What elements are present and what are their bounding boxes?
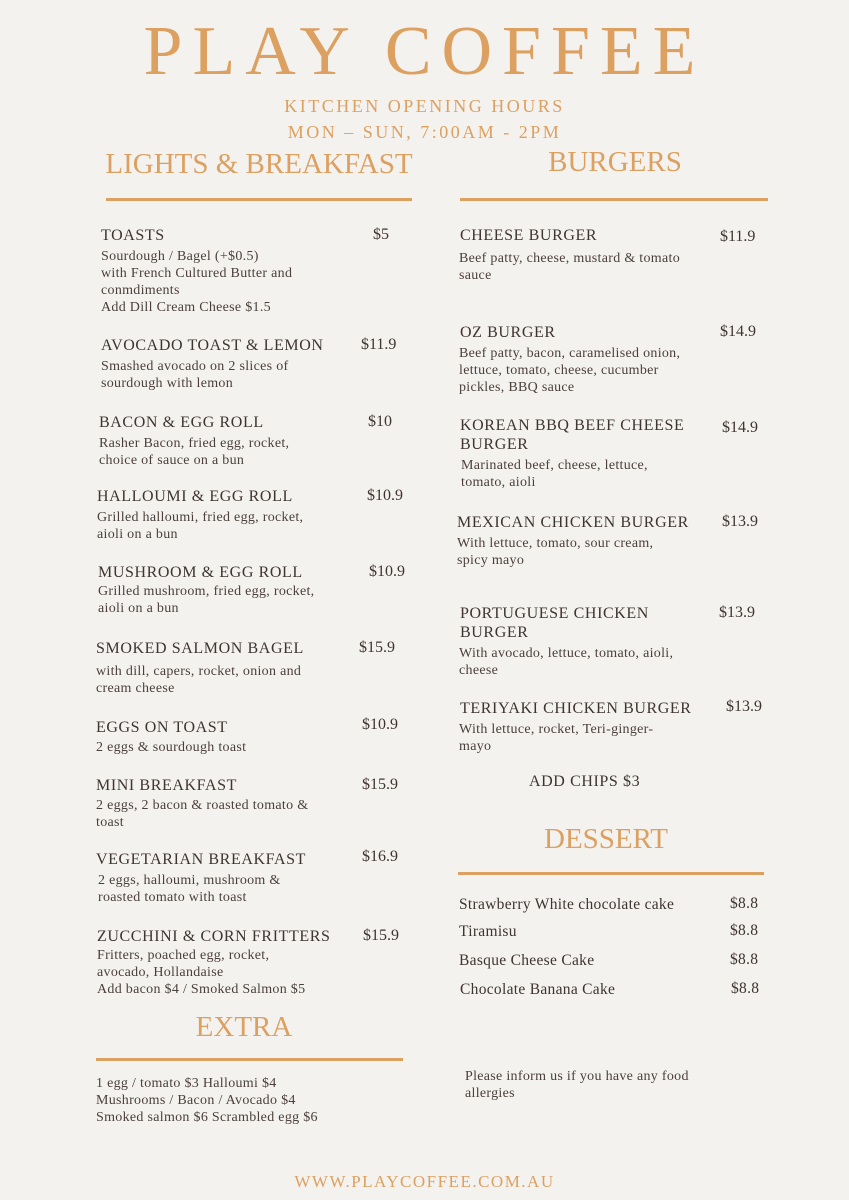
menu-item-name: TOASTS — [101, 227, 165, 244]
menu-item-name: BACON & EGG ROLL — [99, 414, 264, 431]
add-chips-note: ADD CHIPS $3 — [529, 773, 641, 790]
menu-item-price: $16.9 — [362, 848, 398, 865]
menu-item-description: Beef patty, cheese, mustard & tomato sauce — [459, 251, 680, 283]
menu-item-price: $13.9 — [719, 604, 755, 621]
breakfast-heading: LIGHTS & BREAKFAST — [105, 148, 413, 180]
menu-item-name: HALLOUMI & EGG ROLL — [97, 488, 293, 505]
dessert-item-price: $8.8 — [730, 895, 759, 912]
burgers-divider — [460, 198, 768, 201]
menu-item-name: PORTUGUESE CHICKEN BURGER — [460, 605, 649, 641]
dessert-item-name: Chocolate Banana Cake — [460, 981, 616, 998]
allergy-note: Please inform us if you have any food allergies — [465, 1069, 689, 1101]
menu-item-name: MEXICAN CHICKEN BURGER — [457, 514, 689, 531]
extra-line: 1 egg / tomato $3 Halloumi $4 — [96, 1076, 277, 1091]
menu-item-name: TERIYAKI CHICKEN BURGER — [460, 700, 692, 717]
menu-item-price: $10.9 — [362, 716, 398, 733]
menu-item-name: KOREAN BBQ BEEF CHEESE BURGER — [460, 417, 685, 453]
menu-item-description: Grilled mushroom, fried egg, rocket, aioli on a bun — [98, 584, 315, 616]
dessert-item-name: Basque Cheese Cake — [459, 952, 595, 969]
dessert-item-price: $8.8 — [730, 951, 759, 968]
dessert-item-name: Tiramisu — [459, 923, 517, 940]
menu-item-description: 2 eggs, halloumi, mushroom & roasted tomato with toast — [98, 873, 281, 905]
menu-item-description: With avocado, lettuce, tomato, aioli, cheese — [459, 646, 674, 678]
extra-line: Mushrooms / Bacon / Avocado $4 — [96, 1093, 296, 1108]
website-url: WWW.PLAYCOFFEE.COM.AU — [294, 1172, 555, 1191]
menu-item-description: Marinated beef, cheese, lettuce, tomato, aioli — [461, 458, 648, 490]
menu-item-description: Grilled halloumi, fried egg, rocket, aioli on a bun — [97, 510, 304, 542]
cafe-title: PLAY COFFEE — [143, 13, 706, 90]
menu-item-name: MUSHROOM & EGG ROLL — [98, 564, 303, 581]
dessert-item-price: $8.8 — [731, 980, 760, 997]
menu-item-price: $13.9 — [726, 698, 762, 715]
menu-item-description: Sourdough / Bagel (+$0.5) with French Cultured Butter and conmdiments Add Dill Cream Cheese $1.5 — [101, 249, 293, 315]
menu-item-name: ZUCCHINI & CORN FRITTERS — [97, 928, 331, 945]
kitchen-hours-label: KITCHEN OPENING HOURS — [284, 96, 565, 116]
kitchen-hours-time: MON – SUN, 7:00AM - 2PM — [287, 122, 562, 142]
breakfast-divider — [106, 198, 412, 201]
extra-line: Smoked salmon $6 Scrambled egg $6 — [96, 1110, 318, 1125]
menu-item-price: $10.9 — [367, 487, 403, 504]
extra-divider — [96, 1058, 403, 1061]
menu-item-price: $14.9 — [720, 323, 756, 340]
dessert-item-price: $8.8 — [730, 922, 759, 939]
burgers-heading: BURGERS — [548, 146, 682, 178]
menu-item-description: With lettuce, tomato, sour cream, spicy mayo — [457, 536, 654, 568]
menu-item-price: $14.9 — [722, 419, 758, 436]
menu-item-description: Rasher Bacon, fried egg, rocket, choice of sauce on a bun — [99, 436, 290, 468]
menu-item-name: OZ BURGER — [460, 324, 556, 341]
dessert-item-name: Strawberry White chocolate cake — [459, 896, 675, 913]
menu-item-price: $10 — [368, 413, 392, 430]
menu-item-price: $11.9 — [720, 228, 756, 245]
menu-item-description: with dill, capers, rocket, onion and cream cheese — [96, 664, 302, 696]
menu-item-description: 2 eggs, 2 bacon & roasted tomato & toast — [96, 798, 309, 830]
menu-item-description: Fritters, poached egg, rocket, avocado, Hollandaise Add bacon $4 / Smoked Salmon $5 — [97, 948, 306, 997]
menu-item-price: $15.9 — [363, 927, 399, 944]
menu-item-price: $15.9 — [362, 776, 398, 793]
menu-item-description: Smashed avocado on 2 slices of sourdough with lemon — [101, 359, 289, 391]
extra-list — [96, 1075, 318, 1126]
menu-item-description: Beef patty, bacon, caramelised onion, lettuce, tomato, cheese, cucumber pickles, BBQ sauce — [459, 346, 681, 395]
menu-item-name: SMOKED SALMON BAGEL — [96, 640, 304, 657]
menu-item-name: CHEESE BURGER — [460, 227, 598, 244]
menu-item-price: $15.9 — [359, 639, 395, 656]
dessert-divider — [458, 872, 764, 875]
menu-item-price: $11.9 — [361, 336, 397, 353]
menu-item-name: EGGS ON TOAST — [96, 719, 228, 736]
menu-item-price: $13.9 — [722, 513, 758, 530]
extra-heading: EXTRA — [195, 1011, 293, 1043]
menu-item-price: $10.9 — [369, 563, 405, 580]
menu-item-price: $5 — [373, 226, 389, 243]
menu-item-name: AVOCADO TOAST & LEMON — [101, 337, 324, 354]
menu-item-name: VEGETARIAN BREAKFAST — [96, 851, 306, 868]
dessert-heading: DESSERT — [544, 823, 668, 855]
menu-item-description: With lettuce, rocket, Teri-ginger- mayo — [459, 722, 654, 754]
menu-item-description: 2 eggs & sourdough toast — [96, 740, 247, 755]
menu-item-name: MINI BREAKFAST — [96, 777, 238, 794]
